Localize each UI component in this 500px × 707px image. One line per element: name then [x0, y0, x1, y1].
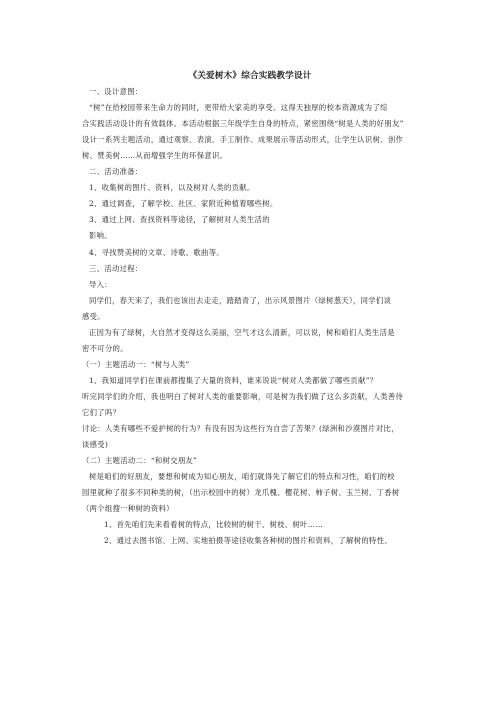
list-item-continuation: 影响。: [89, 231, 112, 240]
paragraph-line: 树是咱们的好朋友，要想和树成为知心朋友，咱们就得先了解它们的特点和习性，咱们的校: [89, 472, 395, 481]
list-item: 4、寻找赞美树的文章、诗歌、歌曲等。: [89, 248, 224, 257]
paragraph-line: 1、我知道同学们在课前都搜集了大量的资料，谁来说说“树对人类都做了哪些贡献”？: [89, 376, 378, 385]
list-item: 2、通过去图书馆、上网、实地拍摄等途径收集各种树的图片和资料，了解树的特性、: [104, 536, 392, 545]
paragraph-line: 正因为有了绿树，大自然才变得这么美丽，空气才这么清新，可以说，树和咱们人类生活是: [89, 328, 395, 337]
paragraph-line: 它们了吗？: [82, 408, 121, 417]
paragraph-line: 谈感受): [82, 440, 109, 449]
paragraph-line: 合实践活动设计的有效载体。本活动根据三年级学生自身的特点，紧密围绕“树是人类的好朋友”: [82, 119, 404, 128]
activity-heading-1: （一）主题活动一：“树与人类”: [82, 360, 190, 369]
paragraph-line: （两个组搜一种树的资料）: [82, 504, 174, 513]
activity-heading-2: （二）主题活动二：“和树交朋友”: [82, 456, 198, 465]
section-heading-design-intent: 一、设计意图：: [89, 87, 143, 96]
list-item: 1、收集树的图片、资料，以及树对人类的贡献。: [89, 183, 255, 192]
list-item: 3、通过上网、查找资料等途径，了解树对人类生活的: [89, 215, 270, 224]
paragraph-line: 同学们，春天来了，我们也该出去走走，踏踏青了，出示风景图片（绿树葱天），同学们谈: [89, 296, 392, 305]
paragraph-line: 树、赞美树……从而增强学生的环保意识。: [82, 151, 228, 160]
list-item: 1、首先咱们先来看看树的特点，比较树的树干、树枝、树叶……: [104, 520, 324, 529]
paragraph-line: 密不可分的。: [82, 344, 128, 353]
list-item: 2、通过调查，了解学校、社区、家附近种植着哪些树。: [89, 199, 278, 208]
paragraph-line: 感受。: [82, 312, 105, 321]
paragraph-line: “树”在给校园带来生命力的同时，更带给大家美的享受。这得天独厚的校本资源成为了综: [89, 103, 388, 112]
section-heading-preparation: 二、活动准备：: [89, 167, 143, 176]
section-heading-process: 三、活动过程：: [89, 264, 143, 273]
paragraph-line: 讨论：人类有哪些不爱护树的行为？有没有因为这些行为自尝了苦果？(绿洲和沙漠图片对比，: [82, 424, 399, 433]
subheading-intro: 导入：: [89, 280, 112, 289]
document-title: 《关爱树木》综合实践教学设计: [188, 71, 312, 81]
paragraph-line: 设计一系列主题活动，通过观察、表演、手工制作、成果展示等活动形式，让学生认识树、创作: [82, 135, 404, 144]
paragraph-line: 听完同学们的介绍，我也明白了树对人类的重要影响，可是树为我们做了这么多贡献，人类善待: [82, 392, 404, 401]
paragraph-line: 园里就种了很多不同种类的树，（出示校园中的树）龙爪槐、樱花树、柿子树、玉兰树、丁香树: [82, 488, 400, 497]
